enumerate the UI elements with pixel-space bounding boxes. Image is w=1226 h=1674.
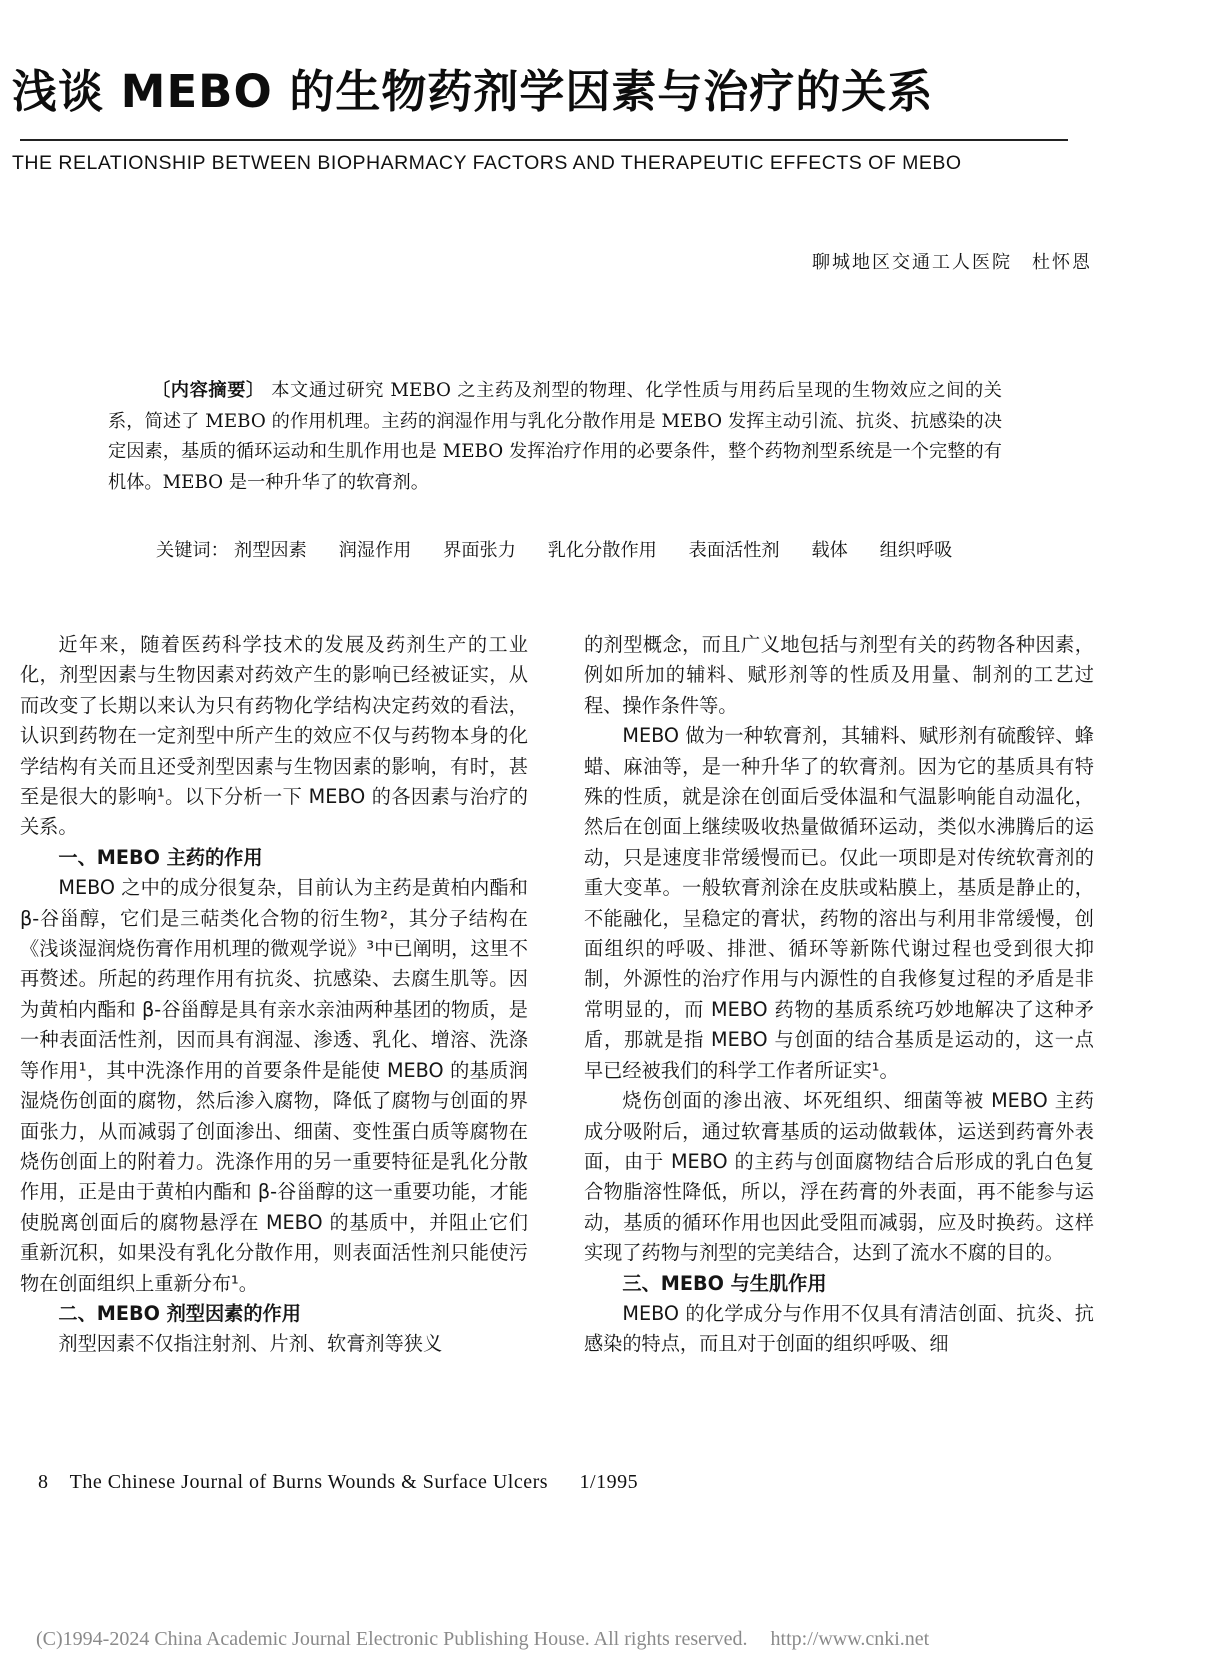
page-number: 8 bbox=[38, 1471, 49, 1493]
keyword: 载体 bbox=[811, 540, 848, 561]
page-footer bbox=[38, 1471, 838, 1494]
copyright-notice bbox=[36, 1628, 1216, 1651]
section-heading: 一、MEBO 主药的作用 bbox=[58, 845, 263, 869]
keyword: 界面张力 bbox=[443, 540, 516, 561]
section-heading: 三、MEBO 与生肌作用 bbox=[622, 1271, 827, 1295]
keywords bbox=[156, 536, 1006, 566]
paragraph: 的剂型概念，而且广义地包括与剂型有关的药物各种因素，例如所加的辅料、赋形剂等的性质及用量、制剂的工艺过程、操作条件等。 bbox=[584, 633, 1094, 717]
paragraph: MEBO 的化学成分与作用不仅具有清洁创面、抗炎、抗感染的特点，而且对于创面的组织呼吸、细 bbox=[584, 1301, 1094, 1356]
paragraph: MEBO 做为一种软膏剂，其辅料、赋形剂有硫酸锌、蜂蜡、麻油等，是一种升华了的软膏剂。因为它的基质具有特殊的性质，就是涂在创面后受体温和气温影响能自动温化，然后在创面上继续吸收热量做循环运动，类似水沸腾后的运动，只是速度非常缓慢而已。仅此一项即是对传统软膏剂的重大变革。一般软膏剂涂在皮肤或粘膜上，基质是静止的，不能融化，呈稳定的膏状，药物的溶出与利用非常缓慢，创面组织的呼吸、排泄、循环等新陈代谢过程也受到很大抑制，外源性的治疗作用与内源性的自我修复过程的矛盾是非常明显的，而 MEBO 药物的基质系统巧妙地解决了这种矛盾，那就是指 MEBO 与创面的结合基质是运动的，这一点早已经被我们的科学工作者所证实¹。 bbox=[584, 724, 1094, 1082]
right-column bbox=[584, 630, 1094, 1360]
keyword: 组织呼吸 bbox=[879, 540, 953, 561]
english-title: THE RELATIONSHIP BETWEEN BIOPHARMACY FACTORS AND THERAPEUTIC EFFECTS OF MEBO bbox=[12, 152, 962, 174]
abstract-label: 〔内容摘要〕 bbox=[152, 380, 265, 401]
keyword: 表面活性剂 bbox=[688, 540, 780, 561]
article-title: 浅谈 MEBO 的生物药剂学因素与治疗的关系 bbox=[12, 65, 934, 118]
author-affiliation: 聊城地区交通工人医院 杜怀恩 bbox=[812, 252, 1092, 273]
title-divider bbox=[20, 139, 1068, 141]
keywords-list bbox=[234, 536, 1006, 566]
paragraph: MEBO 之中的成分很复杂，目前认为主药是黄柏内酯和 β-谷甾醇，它们是三萜类化合物的衍生物²，其分子结构在《浅谈湿润烧伤膏作用机理的微观学说》³中已阐明，这里不再赘述。所起的药理作用有抗炎、抗感染、去腐生肌等。因为黄柏内酯和 β-谷甾醇是具有亲水亲油两种基团的物质，是一种表面活性剂，因而具有润湿、渗透、乳化、增溶、洗涤等作用¹，其中洗涤作用的首要条件是能使 MEBO 的基质润湿烧伤创面的腐物，然后渗入腐物，降低了腐物与创面的界面张力，从而减弱了创面渗出、细菌、变性蛋白质等腐物在烧伤创面上的附着力。洗涤作用的另一重要特征是乳化分散作用，正是由于黄柏内酯和 β-谷甾醇的这一重要功能，才能使脱离创面后的腐物悬浮在 MEBO 的基质中，并阻止它们重新沉积，如果没有乳化分散作用，则表面活性剂只能使污物在创面组织上重新分布¹。 bbox=[20, 876, 528, 1295]
journal-issue: 1/1995 bbox=[579, 1471, 639, 1493]
keyword: 润湿作用 bbox=[338, 540, 412, 561]
keyword: 剂型因素 bbox=[234, 540, 307, 561]
section-heading: 二、MEBO 剂型因素的作用 bbox=[58, 1301, 301, 1325]
copyright-text: (C)1994-2024 China Academic Journal Electronic Publishing House. All rights reserved. bbox=[36, 1628, 748, 1650]
keywords-label: 关键词： bbox=[156, 540, 229, 561]
keyword: 乳化分散作用 bbox=[547, 540, 657, 561]
left-column bbox=[20, 630, 528, 1360]
journal-name: The Chinese Journal of Burns Wounds & Surface Ulcers bbox=[69, 1471, 549, 1493]
abstract bbox=[108, 376, 1002, 498]
paragraph: 剂型因素不仅指注射剂、片剂、软膏剂等狭义 bbox=[58, 1332, 443, 1356]
abstract-text: 本文通过研究 MEBO 之主药及剂型的物理、化学性质与用药后呈现的生物效应之间的关系，简述了 MEBO 的作用机理。主药的润湿作用与乳化分散作用是 MEBO 发挥主动引流、抗炎、抗感染的决定因素，基质的循环运动和生肌作用也是 MEBO 发挥治疗作用的必要条件，整个药物剂型系统是一个完整的有机体。MEBO 是一种升华了的软膏剂。 bbox=[108, 380, 1002, 493]
paragraph: 近年来，随着医药科学技术的发展及药剂生产的工业化，剂型因素与生物因素对药效产生的影响已经被证实，从而改变了长期以来认为只有药物化学结构决定药效的看法，认识到药物在一定剂型中所产生的效应不仅与药物本身的化学结构有关而且还受剂型因素与生物因素的影响，有时，甚至是很大的影响¹。以下分析一下 MEBO 的各因素与治疗的关系。 bbox=[20, 633, 528, 839]
paragraph: 烧伤创面的渗出液、坏死组织、细菌等被 MEBO 主药成分吸附后，通过软膏基质的运动做载体，运送到药膏外表面，由于 MEBO 的主药与创面腐物结合后形成的乳白色复合物脂溶性降低，所以，浮在药膏的外表面，再不能参与运动，基质的循环作用也因此受阻而减弱，应及时换药。这样实现了药物与剂型的完美结合，达到了流水不腐的目的。 bbox=[584, 1089, 1094, 1265]
copyright-url: http://www.cnki.net bbox=[770, 1628, 930, 1650]
